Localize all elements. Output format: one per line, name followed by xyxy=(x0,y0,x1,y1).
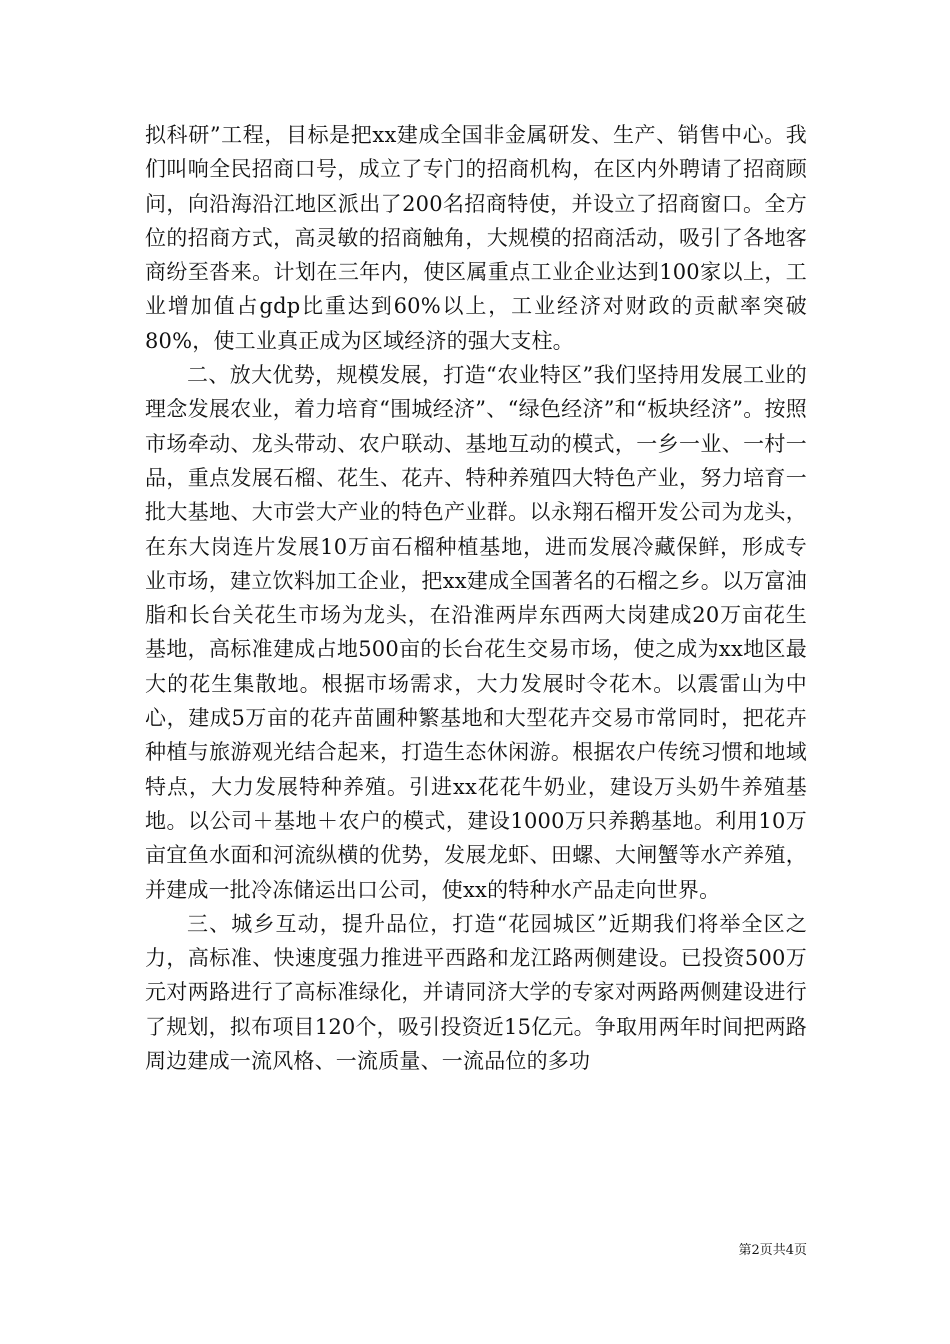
page-number: 第2页共4页 xyxy=(738,1243,807,1258)
paragraph-garden-city: 三、城乡互动，提升品位，打造“花园城区”近期我们将举全区之力，高标准、快速度强力推进平西路和龙江路两侧建设。已投资500万元对两路进行了高标准绿化，并请同济大学的专家对两路两侧建设进行了规划，拟布项目120个，吸引投资近15亿元。争取用两年时间把两路周边建成一流风格、一流质量、一流品位的多功 xyxy=(145,911,807,1074)
paragraph-continuation: 拟科研”工程，目标是把xx建成全国非金属研发、生产、销售中心。我们叫响全民招商口号，成立了专门的招商机构，在区内外聘请了招商顾问，向沿海沿江地区派出了200名招商特使，并设立了招商窗口。全方位的招商方式，高灵敏的招商触角，大规模的招商活动，吸引了各地客商纷至沓来。计划在三年内，使区属重点工业企业达到100家以上，工业增加值占gdp比重达到60%以上，工业经济对财政的贡献率突破80%，使工业真正成为区域经济的强大支柱。 xyxy=(145,123,807,353)
document-body xyxy=(145,118,807,1078)
paragraph-agriculture: 二、放大优势，规模发展，打造“农业特区”我们坚持用发展工业的理念发展农业，着力培育“围城经济”、“绿色经济”和“板块经济”。按照市场牵动、龙头带动、农户联动、基地互动的模式，一乡一业、一村一品，重点发展石榴、花生、花卉、特种养殖四大特色产业，努力培育一批大基地、大市尝大产业的特色产业群。以永翔石榴开发公司为龙头，在东大岗连片发展10万亩石榴种植基地，进而发展冷藏保鲜，形成专业市场，建立饮料加工企业，把xx建成全国著名的石榴之乡。以万富油脂和长台关花生市场为龙头，在沿淮两岸东西两大岗建成20万亩花生基地，高标准建成占地500亩的长台花生交易市场，使之成为xx地区最大的花生集散地。根据市场需求，大力发展时令花木。以震雷山为中心，建成5万亩的花卉苗圃种繁基地和大型花卉交易市常同时，把花卉种植与旅游观光结合起来，打造生态休闲游。根据农户传统习惯和地域特点，大力发展特种养殖。引进xx花花牛奶业，建设万头奶牛养殖基地。以公司＋基地＋农户的模式，建设1000万只养鹅基地。利用10万亩宜鱼水面和河流纵横的优势，发展龙虾、田螺、大闸蟹等水产养殖，并建成一批冷冻储运出口公司，使xx的特种水产品走向世界。 xyxy=(145,363,807,902)
